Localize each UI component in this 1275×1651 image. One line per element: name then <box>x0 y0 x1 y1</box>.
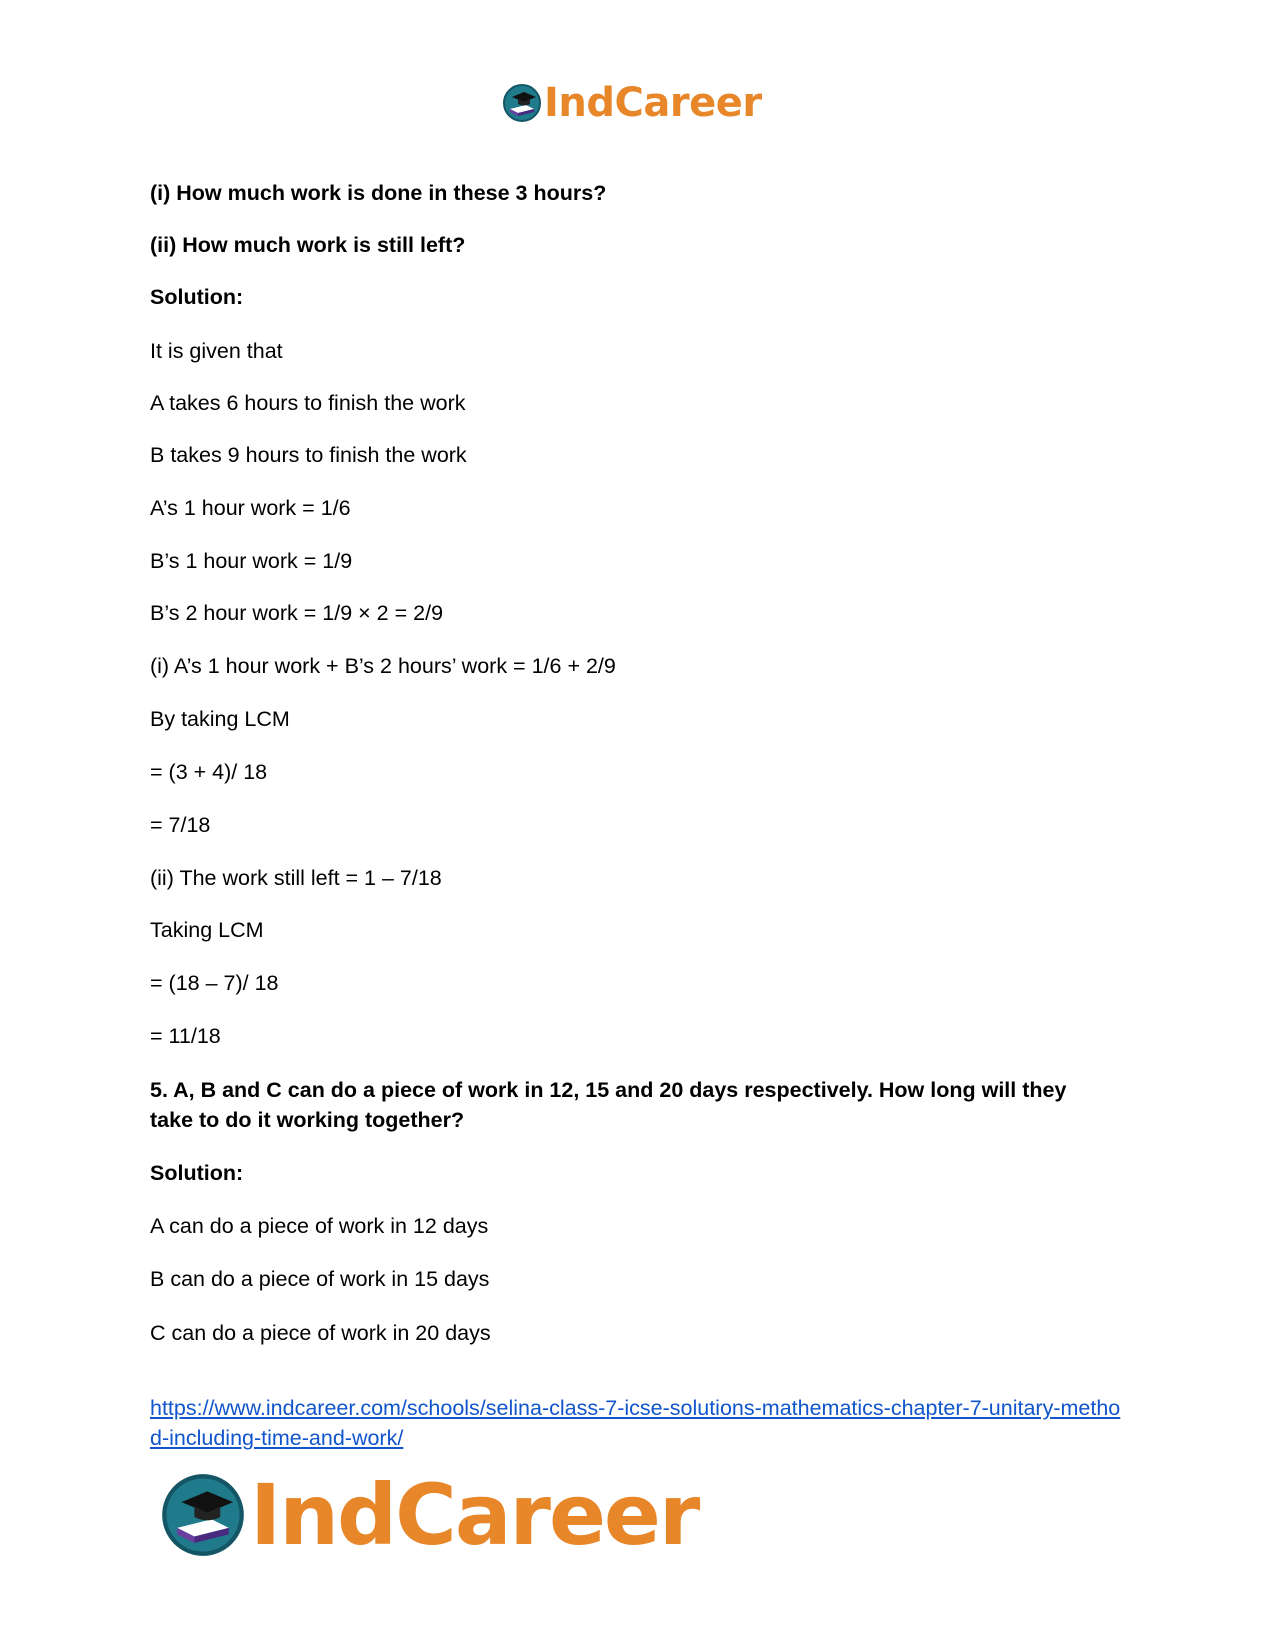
graduation-cap-icon <box>502 83 542 123</box>
solution-line: Taking LCM <box>150 918 264 942</box>
graduation-cap-icon <box>160 1472 246 1558</box>
solution-line: B takes 9 hours to finish the work <box>150 443 467 467</box>
solution-line: (i) A’s 1 hour work + B’s 2 hours’ work = 1/6 + 2/9 <box>150 654 616 678</box>
solution-line: B’s 2 hour work = 1/9 × 2 = 2/9 <box>150 601 444 625</box>
solution-line: = 7/18 <box>150 813 211 837</box>
solution-line: = (18 – 7)/ 18 <box>150 971 279 995</box>
header-logo-text: IndCareer <box>544 80 762 126</box>
solution-label: Solution: <box>150 1161 244 1185</box>
solution-line: It is given that <box>150 339 283 363</box>
solution-line: A can do a piece of work in 12 days <box>150 1214 489 1238</box>
solution-line: By taking LCM <box>150 707 290 731</box>
solution-line: B’s 1 hour work = 1/9 <box>150 549 353 573</box>
header-logo <box>502 80 762 126</box>
solution-line: = (3 + 4)/ 18 <box>150 760 268 784</box>
solution-line: A’s 1 hour work = 1/6 <box>150 496 351 520</box>
solution-label: Solution: <box>150 285 244 309</box>
footer-logo-text: IndCareer <box>250 1466 699 1564</box>
question-5: 5. A, B and C can do a piece of work in 12, 15 and 20 days respectively. How long will they take to do it working together? <box>150 1078 1067 1132</box>
solution-line: B can do a piece of work in 15 days <box>150 1267 490 1291</box>
solution-line: (ii) The work still left = 1 – 7/18 <box>150 866 442 890</box>
footer-logo <box>160 1466 699 1564</box>
solution-line: A takes 6 hours to finish the work <box>150 391 466 415</box>
question-ii: (ii) How much work is still left? <box>150 233 466 257</box>
solution-line: C can do a piece of work in 20 days <box>150 1321 491 1345</box>
solution-line: = 11/18 <box>150 1024 221 1048</box>
question-i: (i) How much work is done in these 3 hours? <box>150 181 607 205</box>
source-link[interactable]: https://www.indcareer.com/schools/selina-class-7-icse-solutions-mathematics-chapter-7-unitary-method-including-time-and-work/ <box>150 1396 1121 1450</box>
